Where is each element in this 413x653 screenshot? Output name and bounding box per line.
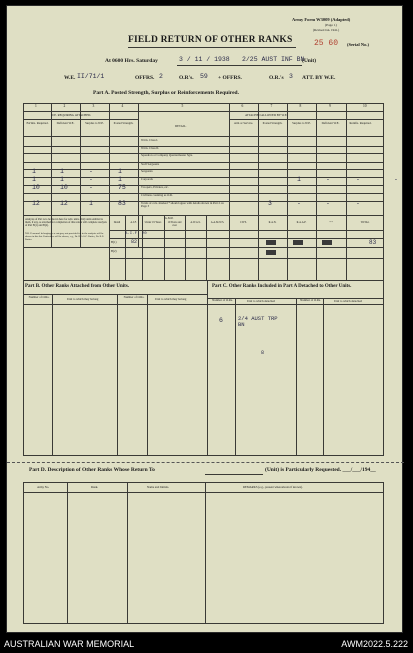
we-value-r5c4: 1 <box>118 168 122 175</box>
we-value-r5c2: 1 <box>60 168 64 175</box>
part-c-col-unit-2: Unit to which detached <box>334 299 362 303</box>
redaction-block-2 <box>293 240 303 245</box>
att-hand-6: - <box>297 200 301 207</box>
part-d-col-army-no: Army No. <box>37 485 50 489</box>
we-col-1: Est'mts. Required. <box>26 121 49 125</box>
we-value-r9c2: 12 <box>60 200 68 207</box>
detail-row-5: Sergeants <box>141 169 153 173</box>
we-value-r7c2: 10 <box>60 184 68 191</box>
analysis-col-4: 19 Years and over <box>167 221 182 227</box>
att-col-3: Surplus to W.E. <box>292 121 311 125</box>
att-hand-8: - <box>356 200 360 207</box>
col-number-1: 1 <box>35 104 37 108</box>
att-label: ATT. BY W.E. <box>302 75 336 81</box>
analysis-col-3: Under 19 Years <box>144 221 162 224</box>
part-d-title-prefix: Part D. Description of Other Ranks Whose Return To <box>29 467 155 473</box>
col-number-7: 7 <box>270 104 273 108</box>
part-b-col-unit-2: Unit to which they belong <box>155 297 187 301</box>
att-hand-4: - <box>394 176 398 183</box>
part-c-title: Part C. Other Ranks Included in Part A Detached to Other Units. <box>212 284 352 289</box>
att-col-2: Posted Strength. <box>262 121 283 125</box>
analysis-col-2: A.I.F. <box>130 221 137 224</box>
att-hand-2: - <box>326 176 330 183</box>
detail-row-1: W.Os. Class I. <box>141 138 159 142</box>
offrs-value: 2 <box>159 73 163 80</box>
detail-row-8: Civilians counting as O.R. <box>141 193 173 197</box>
analysis-hand-aif: A.I.F. 20 <box>125 232 147 236</box>
detail-row-2: W.Os. Class II. <box>141 146 160 150</box>
form-sheet <box>6 5 403 633</box>
row-b1: B(1) <box>111 240 117 244</box>
we-value-r6c3: - <box>89 176 93 183</box>
we-value-r5c3: - <box>89 168 93 175</box>
att-hand-3: - <box>356 176 360 183</box>
serial-value: 25 60 <box>314 39 339 48</box>
part-b-col-unit-1: Unit to which they belong <box>67 297 99 301</box>
part-d-col-remarks: REMARKS (e.g., present whereabouts if known). <box>243 485 303 489</box>
part-d-col-name: Name and Initials. <box>147 485 170 489</box>
we-value-r9c3: 1 <box>89 200 93 207</box>
analysis-note-2: N.B. Personnel belonging to a category not provided for in the analysis will be shown in this list. Particulars will be shown, e.g., Dr. R.A.S.C. Duties, Dr. R.E. Duties. <box>25 232 105 241</box>
offrs-label: OFFRS. <box>135 75 155 81</box>
part-c-col-num-1: Number of O.Rs. <box>212 298 233 302</box>
analysis-col-6: A.A.M.W.S. <box>210 221 225 224</box>
tear-line <box>7 462 404 463</box>
detail-row-9: Totals of cols. marked * should agree with details shown in Part 2 on Page 3 <box>141 201 224 209</box>
we-value-r6c2: 1 <box>60 176 64 183</box>
we-value: II/71/1 <box>77 73 105 80</box>
col-number-2: 2 <box>63 104 66 108</box>
part-d-col-rank: Rank. <box>91 485 99 489</box>
gmp-label: G.M.P. <box>165 216 174 220</box>
row-b2: B(2) <box>111 249 117 253</box>
serial-label: (Serial No.) <box>347 42 369 47</box>
army-form-number: Army Form W3009 (Adapted) <box>292 17 351 22</box>
redaction-block-3 <box>322 240 332 245</box>
at-label: At 0600 Hrs. Saturday <box>105 58 158 64</box>
analysis-col-10: * * <box>329 221 333 224</box>
we-value-r9c1: 12 <box>32 200 40 207</box>
we-col-4: Posted Strength. <box>113 121 134 125</box>
part-c-col-unit-1: Unit to which detached <box>247 299 275 303</box>
form-title: FIELD RETURN OF OTHER RANKS <box>128 35 293 45</box>
att-group-header: ATTACHED ALLOWED BY W.E. <box>245 113 288 117</box>
detail-header: DETAIL. <box>175 124 187 128</box>
part-b-c-table <box>23 280 384 456</box>
caption-right: AWM2022.5.222 <box>341 639 408 649</box>
col-number-10: 10 <box>363 104 367 108</box>
we-value-r5c1: 1 <box>32 168 36 175</box>
archive-caption-bar <box>0 634 413 653</box>
analysis-hand-total: 83 <box>369 239 377 246</box>
analysis-col-1: Detail <box>113 221 121 224</box>
we-value-r7c4: 75 <box>118 184 126 191</box>
redaction-block-1 <box>266 240 276 245</box>
unit-label: (Unit) <box>302 58 317 64</box>
part-c-hand-unit: 2/4 AUST TRP BN <box>238 315 278 329</box>
analysis-col-9: R.A.A.F. <box>296 221 307 224</box>
att-hand-5: 3 <box>268 200 272 207</box>
we-value-r6c1: 1 <box>32 176 36 183</box>
we-col-3: Surplus to W.E. <box>85 121 104 125</box>
att-col-1: Arm or Service. <box>233 121 254 125</box>
we-value-r9c4: 83 <box>118 200 126 207</box>
we-value-r7c1: 10 <box>32 184 40 191</box>
part-b-title: Part B. Other Ranks Attached from Other Units. <box>25 284 130 289</box>
detail-row-3: Squadron or Company Quartermaster Sgts. <box>141 153 193 157</box>
analysis-note: Analysis of Part A to be shown here for ALL units. Only units entitled to them, if any, as attached for completion of this return will complete analysis of Part B(1) and B(2). <box>25 218 107 228</box>
army-form-page: (Page 1) <box>325 23 337 27</box>
unit-value: 2/25 AUST INF BN <box>242 56 305 63</box>
att-col-5: Reinfts. Required. <box>349 121 372 125</box>
part-c-hand-number: 6 <box>219 317 223 324</box>
analysis-hand-1: 82 <box>131 239 138 245</box>
col-number-8: 8 <box>299 104 302 108</box>
ors2-label: O.R.'s <box>269 75 284 81</box>
part-a-table <box>23 103 384 281</box>
we-label: W.E. <box>64 75 76 81</box>
col-number-9: 9 <box>329 104 331 108</box>
col-number-4: 4 <box>121 104 124 108</box>
detail-row-6: Corporals <box>141 177 153 181</box>
part-b-col-num-1: Number of O.Rs. <box>28 295 50 299</box>
part-c-col-num-2: Number of O.Rs. <box>300 298 321 302</box>
detail-row-7: Troopers, Privates, etc. <box>141 185 169 189</box>
analysis-col-8: R.A.N. <box>268 221 277 224</box>
col-number-5: 5 <box>181 104 184 108</box>
part-c-hand-mark: 8 <box>261 350 265 356</box>
analysis-col-5: A.W.A.S. <box>190 221 201 224</box>
detail-row-4: Staff Sergeants <box>141 162 160 166</box>
part-d-title-suffix: (Unit) is Particularly Requested. ___/___/194__ <box>265 467 376 473</box>
analysis-col-7: CIVS. <box>240 221 247 224</box>
att-hand-1: 1 <box>297 176 301 183</box>
att-col-4: Deficient W.E. <box>321 121 340 125</box>
army-form-revised: (Revised Jan. 1941.) <box>313 28 340 32</box>
redaction-block-4 <box>266 250 276 255</box>
we-value-r6c4: 1 <box>118 176 122 183</box>
part-d-table <box>23 482 384 624</box>
ors-label: O.R's. <box>179 75 194 81</box>
ors-value: 59 <box>200 73 208 80</box>
we-col-2: Deficient W.E. <box>56 121 75 125</box>
col-number-3: 3 <box>92 104 95 108</box>
we-value-r7c3: - <box>89 184 93 191</box>
part-a-title: Part A. Posted Strength, Surplus or Reinforcements Required. <box>93 90 239 96</box>
we-group-header: W.E. REQUIRING ATTACHED. <box>51 113 92 117</box>
ors2-value: 3 <box>289 73 293 80</box>
analysis-col-11: TOTAL <box>360 221 370 224</box>
att-hand-7: - <box>326 200 330 207</box>
part-b-col-num-2: Number of O.Rs. <box>123 295 145 299</box>
caption-left: AUSTRALIAN WAR MEMORIAL <box>4 639 135 649</box>
date-value: 3 / 11 / 1938 <box>179 56 230 63</box>
offrs2-label: + OFFRS. <box>218 75 242 81</box>
col-number-6: 6 <box>241 104 244 108</box>
